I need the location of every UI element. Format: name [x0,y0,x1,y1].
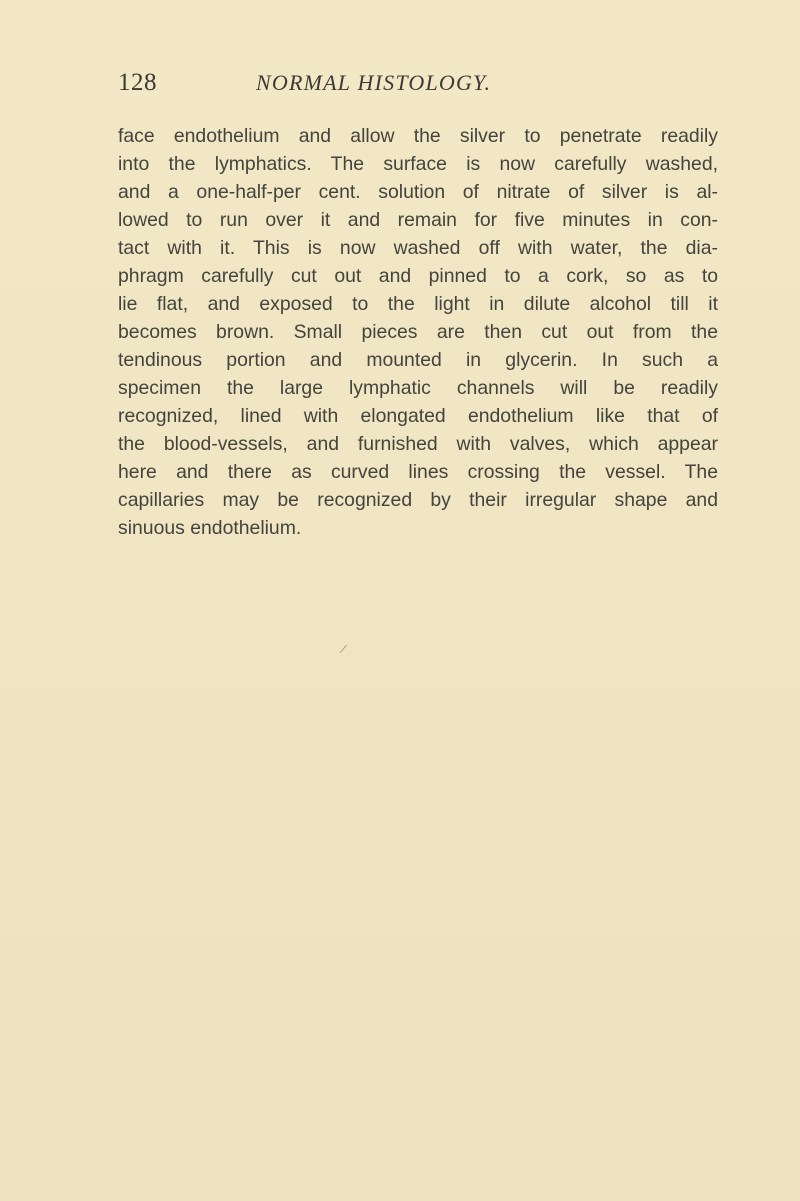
text-line: phragm carefully cut out and pinned to a cork, so as to [118,265,718,287]
text-line: lowed to run over it and remain for five minutes in con- [118,209,718,231]
text-line: recognized, lined with elongated endothelium like that of [118,405,718,427]
text-line: tact with it. This is now washed off with water, the dia- [118,237,718,259]
body-paragraph [118,122,718,542]
text-line: into the lymphatics. The surface is now carefully washed, [118,153,718,175]
text-line: capillaries may be recognized by their irregular shape and [118,489,718,511]
text-line: sinuous endothelium. [118,517,302,539]
running-head: NORMAL HISTOLOGY. [256,70,492,95]
page-number: 128 [118,69,157,96]
page-header [118,68,718,108]
text-line: the blood-vessels, and furnished with valves, which appear [118,433,718,455]
text-line: specimen the large lymphatic channels will be readily [118,377,718,399]
text-line: becomes brown. Small pieces are then cut out from the [118,321,718,343]
text-line: tendinous portion and mounted in glycerin. In such a [118,349,718,371]
paper-speck [340,645,352,657]
text-line: here and there as curved lines crossing the vessel. The [118,461,718,483]
text-line: lie flat, and exposed to the light in dilute alcohol till it [118,293,718,315]
text-line: face endothelium and allow the silver to penetrate readily [118,125,718,147]
text-line: and a one-half-per cent. solution of nitrate of silver is al- [118,181,718,203]
